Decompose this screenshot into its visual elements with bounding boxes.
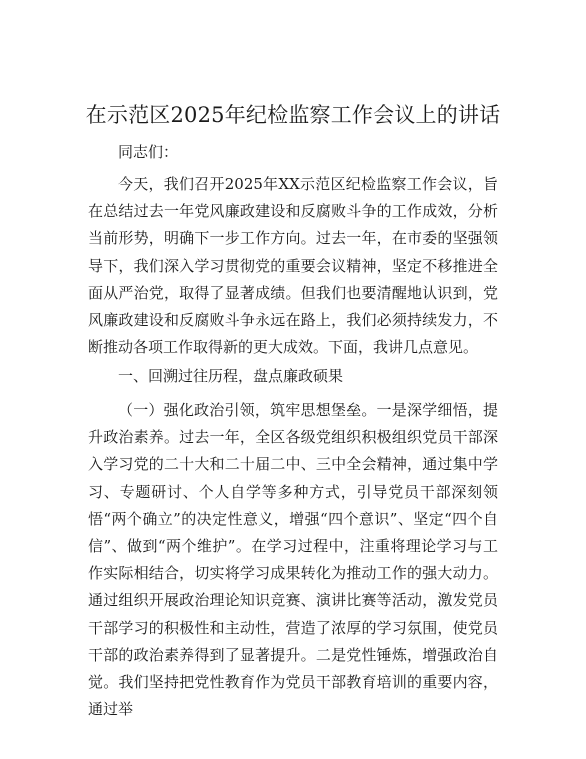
section-heading-1-text: 一、回溯过往历程，盘点廉政硕果 — [118, 367, 344, 385]
page-title: 在示范区2025年纪检监察工作会议上的讲话 — [85, 103, 501, 127]
paragraph-2 — [88, 397, 498, 723]
salutation — [88, 139, 498, 166]
paragraph-2-text: （一）强化政治引领，筑牢思想堡垒。一是深学细悟，提升政治素养。过去一年，全区各级党组织积极组织党员干部深入学习党的二十大和二十届二中、三中全会精神，通过集中学习、专题研讨、个人自学等多种方式，引导党员干部深刻领悟“两个确立”的决定性意义，增强“四个意识”、坚定“四个自信”、做到“两个维护”。在学习过程中，注重将理论学习与工作实际相结合，切实将学习成果转化为推动工作的强大动力。通过组织开展政治理论知识竞赛、演讲比赛等活动，激发党员干部学习的积极性和主动性，营造了浓厚的学习氛围，使党员干部的政治素养得到了显著提升。二是党性锤炼，增强政治自觉。我们坚持把党性教育作为党员干部教育培训的重要内容，通过举 — [88, 401, 498, 719]
paragraph-1 — [88, 171, 498, 361]
paragraph-1-text: 今天，我们召开2025年XX示范区纪检监察工作会议，旨在总结过去一年党风廉政建设和反腐败斗争的工作成效，分析当前形势，明确下一步工作方向。过去一年，在市委的坚强领导下，我们深入学习贯彻党的重要会议精神，坚定不移推进全面从严治党，取得了显著成绩。但我们也要清醒地认识到，党风廉政建设和反腐败斗争永远在路上，我们必须持续发力，不断推动各项工作取得新的更大成效。下面，我讲几点意见。 — [88, 175, 498, 357]
section-heading-1 — [88, 363, 498, 390]
salutation-text: 同志们： — [118, 143, 179, 161]
